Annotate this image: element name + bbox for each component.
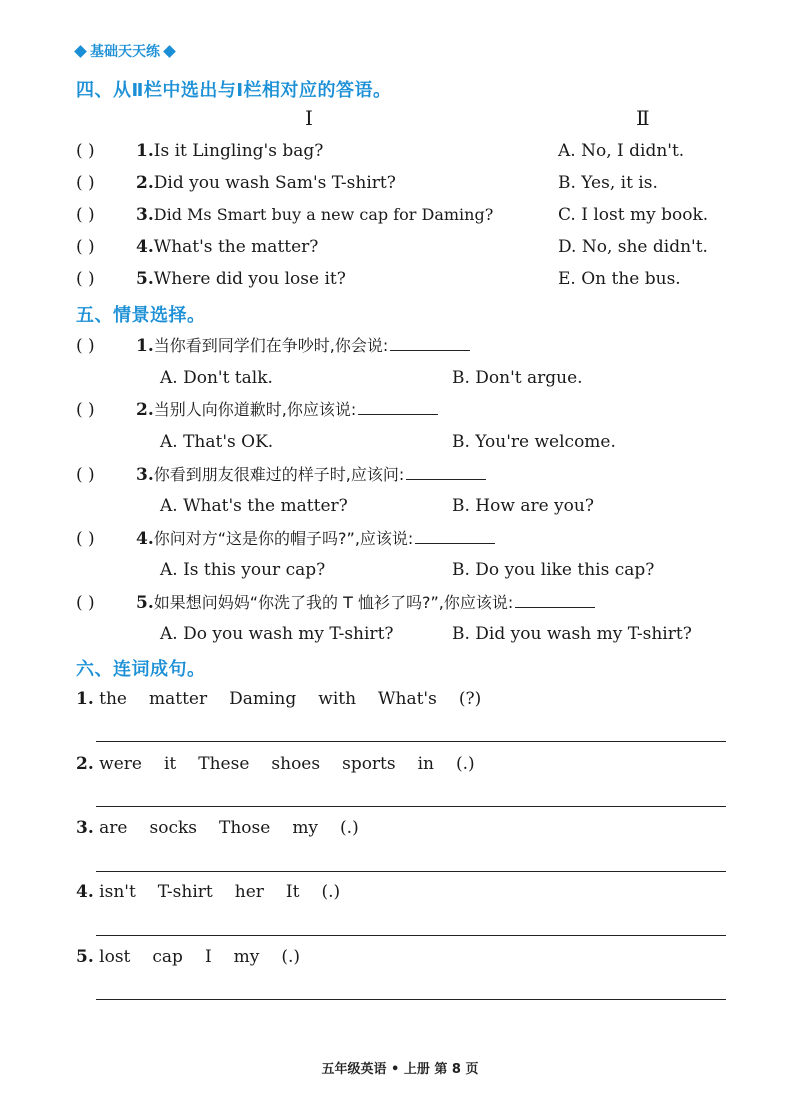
word-scramble bbox=[76, 752, 497, 776]
word: cap bbox=[152, 947, 183, 967]
answer-paren[interactable]: ( ) bbox=[76, 141, 95, 161]
word: T-shirt bbox=[157, 882, 213, 902]
word: Those bbox=[219, 818, 271, 838]
section-4-title: 四、从Ⅱ栏中选出与Ⅰ栏相对应的答语。 bbox=[76, 80, 392, 101]
section-5-title: 五、情景选择。 bbox=[76, 305, 206, 326]
word: (.) bbox=[456, 754, 475, 774]
question-text: Did Ms Smart buy a new cap for Daming? bbox=[153, 205, 494, 224]
question-number: 3. bbox=[136, 205, 154, 225]
word: It bbox=[285, 882, 300, 902]
question-text: 当你看到同学们在争吵时,你会说: bbox=[153, 336, 389, 355]
situation-question bbox=[76, 590, 595, 615]
answer-paren[interactable]: ( ) bbox=[76, 400, 95, 420]
answer-paren[interactable]: ( ) bbox=[76, 336, 95, 356]
question-number: 1. bbox=[136, 141, 154, 161]
question-text: Where did you lose it? bbox=[153, 269, 346, 289]
word: What's bbox=[378, 689, 437, 709]
answer-line[interactable] bbox=[96, 999, 726, 1000]
option-b: B. Don't argue. bbox=[452, 368, 583, 388]
column-1-header: Ⅰ bbox=[305, 106, 313, 130]
word: Daming bbox=[229, 689, 297, 709]
match-answer: B. Yes, it is. bbox=[558, 173, 658, 193]
word: These bbox=[198, 754, 250, 774]
word-scramble bbox=[76, 880, 362, 904]
word: (?) bbox=[458, 689, 482, 709]
page-footer: 五年级英语 • 上册 第 8 页 bbox=[321, 1062, 479, 1077]
match-question bbox=[76, 235, 318, 259]
section-6-title: 六、连词成句。 bbox=[76, 659, 206, 680]
word: (.) bbox=[321, 882, 341, 902]
word: with bbox=[318, 689, 357, 709]
word-scramble bbox=[76, 945, 322, 969]
situation-question bbox=[76, 397, 438, 422]
word: lost bbox=[99, 947, 131, 967]
question-number: 2. bbox=[136, 173, 154, 193]
situation-question bbox=[76, 526, 495, 551]
word: isn't bbox=[99, 882, 136, 902]
word: matter bbox=[149, 689, 208, 709]
word-scramble bbox=[76, 816, 381, 840]
answer-paren[interactable]: ( ) bbox=[76, 173, 95, 193]
answer-paren[interactable]: ( ) bbox=[76, 269, 95, 289]
word: I bbox=[204, 947, 212, 967]
question-text: 你问对方“这是你的帽子吗?”,应该说: bbox=[153, 529, 414, 548]
word: her bbox=[234, 882, 264, 902]
answer-line[interactable] bbox=[96, 935, 726, 936]
answer-line[interactable] bbox=[96, 741, 726, 742]
option-b: B. How are you? bbox=[452, 496, 594, 516]
question-number: 4. bbox=[136, 529, 154, 549]
word: the bbox=[99, 689, 127, 709]
word: in bbox=[417, 754, 435, 774]
match-answer: A. No, I didn't. bbox=[558, 141, 685, 161]
word: sports bbox=[342, 754, 396, 774]
question-text: 你看到朋友很难过的样子时,应该问: bbox=[153, 465, 405, 484]
question-number: 3. bbox=[136, 465, 154, 485]
word: shoes bbox=[271, 754, 321, 774]
word: my bbox=[292, 818, 319, 838]
option-b: B. You're welcome. bbox=[452, 432, 616, 452]
answer-paren[interactable]: ( ) bbox=[76, 237, 95, 257]
question-number: 1. bbox=[76, 689, 94, 709]
word: were bbox=[99, 754, 142, 774]
answer-paren[interactable]: ( ) bbox=[76, 529, 95, 549]
answer-paren[interactable]: ( ) bbox=[76, 593, 95, 613]
answer-paren[interactable]: ( ) bbox=[76, 465, 95, 485]
word: my bbox=[233, 947, 260, 967]
answer-blank[interactable] bbox=[415, 526, 495, 544]
question-number: 4. bbox=[76, 882, 94, 902]
situation-question bbox=[76, 462, 486, 487]
question-number: 5. bbox=[76, 947, 94, 967]
question-number: 4. bbox=[136, 237, 154, 257]
question-number: 5. bbox=[136, 593, 154, 613]
question-number: 2. bbox=[136, 400, 154, 420]
question-text: What's the matter? bbox=[153, 237, 319, 257]
word: socks bbox=[149, 818, 197, 838]
question-text: Did you wash Sam's T-shirt? bbox=[153, 173, 396, 193]
option-b: B. Do you like this cap? bbox=[452, 560, 655, 580]
header-tag bbox=[76, 40, 179, 62]
question-number: 3. bbox=[76, 818, 94, 838]
answer-blank[interactable] bbox=[390, 333, 470, 351]
word: it bbox=[163, 754, 177, 774]
diamond-icon bbox=[74, 45, 87, 58]
answer-line[interactable] bbox=[96, 871, 726, 872]
match-question bbox=[76, 139, 323, 163]
word: (.) bbox=[340, 818, 359, 838]
option-a: A. That's OK. bbox=[160, 432, 274, 452]
match-question bbox=[76, 267, 346, 291]
match-question bbox=[76, 171, 396, 195]
answer-line[interactable] bbox=[96, 806, 726, 807]
situation-question bbox=[76, 333, 470, 358]
column-2-header: Ⅱ bbox=[636, 106, 650, 130]
option-a: A. What's the matter? bbox=[160, 496, 348, 516]
option-a: A. Don't talk. bbox=[160, 368, 273, 388]
match-answer: D. No, she didn't. bbox=[558, 237, 708, 257]
question-number: 5. bbox=[136, 269, 154, 289]
match-answer: E. On the bus. bbox=[558, 269, 681, 289]
option-b: B. Did you wash my T-shirt? bbox=[452, 624, 692, 644]
answer-paren[interactable]: ( ) bbox=[76, 205, 95, 225]
question-text: 如果想问妈妈“你洗了我的 T 恤衫了吗?”,你应该说: bbox=[153, 593, 514, 612]
word: (.) bbox=[281, 947, 301, 967]
answer-blank[interactable] bbox=[406, 462, 486, 480]
header-tag-text: 基础天天练 bbox=[90, 44, 160, 60]
diamond-icon bbox=[163, 45, 176, 58]
word-scramble bbox=[76, 687, 503, 711]
question-number: 2. bbox=[76, 754, 94, 774]
answer-blank[interactable] bbox=[358, 397, 438, 415]
word: are bbox=[99, 818, 128, 838]
match-question bbox=[76, 203, 493, 227]
option-a: A. Is this your cap? bbox=[160, 560, 326, 580]
answer-blank[interactable] bbox=[515, 590, 595, 608]
question-text: Is it Lingling's bag? bbox=[153, 141, 324, 161]
question-text: 当别人向你道歉时,你应该说: bbox=[153, 400, 357, 419]
match-answer: C. I lost my book. bbox=[558, 205, 709, 225]
option-a: A. Do you wash my T-shirt? bbox=[160, 624, 394, 644]
question-number: 1. bbox=[136, 336, 154, 356]
